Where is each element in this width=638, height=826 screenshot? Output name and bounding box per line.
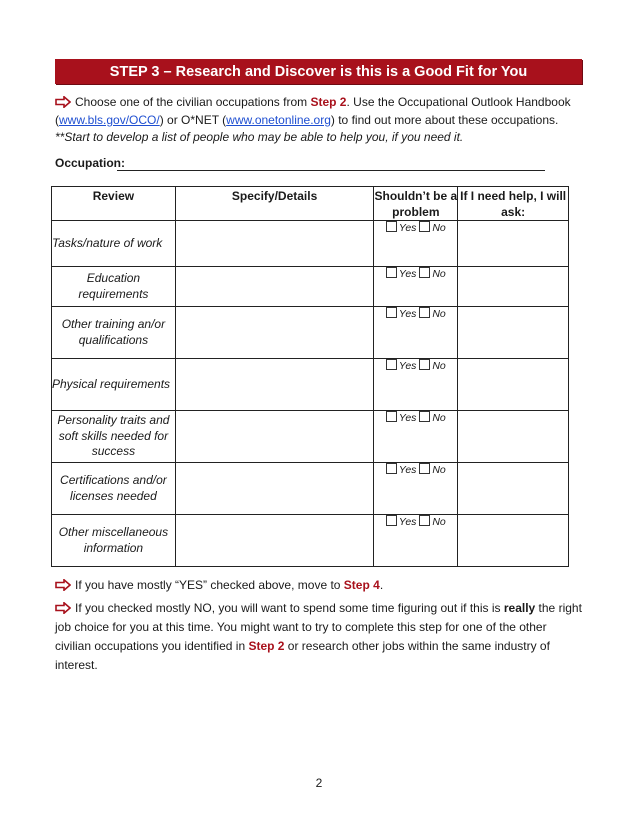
research-table	[51, 186, 569, 567]
checkbox-icon[interactable]	[419, 411, 430, 422]
followup-line1-text: If you have mostly “YES” checked above, move to	[75, 578, 344, 592]
onet-link[interactable]: www.onetonline.org	[226, 112, 331, 127]
checkbox-icon[interactable]	[386, 463, 397, 474]
details-cell[interactable]	[175, 267, 374, 307]
intro-paragraph	[55, 94, 585, 147]
details-cell[interactable]	[175, 307, 374, 359]
intro-paren: (	[55, 112, 59, 127]
table-row	[52, 463, 569, 515]
followup-yes	[55, 577, 585, 595]
table-row	[52, 411, 569, 463]
help-cell[interactable]	[458, 463, 569, 515]
intro-text-3: ) or O*NET (	[159, 112, 227, 127]
table-row	[52, 221, 569, 267]
yes-label: Yes	[398, 268, 417, 280]
checkbox-icon[interactable]	[386, 221, 397, 232]
intro-step-ref: Step 2	[310, 95, 347, 109]
review-label: Certifications and/or licenses needed	[52, 463, 176, 515]
details-cell[interactable]	[175, 463, 374, 515]
table-header-row	[52, 187, 569, 221]
review-label: Tasks/nature of work	[52, 221, 176, 267]
help-cell[interactable]	[458, 515, 569, 567]
header-details: Specify/Details	[175, 187, 374, 221]
no-label: No	[432, 516, 446, 528]
checkbox-icon[interactable]	[419, 221, 430, 232]
followup-line1-end: .	[379, 578, 384, 592]
checkbox-icon[interactable]	[386, 267, 397, 278]
details-cell[interactable]	[175, 359, 374, 411]
table-row	[52, 267, 569, 307]
yes-label: Yes	[398, 360, 417, 372]
followup-line1-step: Step 4	[343, 578, 380, 592]
yes-no-cell	[374, 463, 458, 515]
followup-line2-text1: If you checked mostly NO, you will want to spend some time figuring out if this is	[75, 601, 504, 615]
table-row	[52, 307, 569, 359]
help-cell[interactable]	[458, 411, 569, 463]
checkbox-icon[interactable]	[386, 411, 397, 422]
no-label: No	[432, 222, 446, 234]
banner-title: STEP 3 – Research and Discover is this is a Good Fit for You	[109, 63, 528, 80]
yes-label: Yes	[398, 464, 417, 476]
followup-line2-step: Step 2	[248, 639, 285, 653]
help-cell[interactable]	[458, 307, 569, 359]
followup-line2-bold: really	[503, 601, 536, 615]
yes-no-cell	[374, 515, 458, 567]
details-cell[interactable]	[175, 221, 374, 267]
review-label: Other training an/or qualifications	[52, 307, 176, 359]
right-arrow-icon	[55, 96, 71, 108]
review-label: Personality traits and soft skills needed for success	[52, 411, 176, 463]
followup-line2-text2: the right job choice for you at this time. You might want to try to complete this step for one of the other civilian occupations you identified in	[55, 601, 582, 653]
occupation-field[interactable]	[117, 170, 545, 171]
review-label: Physical requirements	[52, 359, 176, 411]
header-help: If I need help, I will ask:	[458, 187, 569, 221]
bls-link[interactable]: www.bls.gov/OCO/	[59, 112, 160, 127]
checkbox-icon[interactable]	[419, 307, 430, 318]
followup-line2-text3: or research other jobs within the same industry of interest.	[55, 639, 550, 672]
checkbox-icon[interactable]	[386, 307, 397, 318]
no-label: No	[432, 464, 446, 476]
details-cell[interactable]	[175, 411, 374, 463]
yes-label: Yes	[398, 412, 417, 424]
yes-no-cell	[374, 307, 458, 359]
yes-no-cell	[374, 359, 458, 411]
header-problem: Shouldn’t be a problem	[374, 187, 458, 221]
right-arrow-icon	[55, 602, 71, 614]
checkbox-icon[interactable]	[386, 359, 397, 370]
no-label: No	[432, 412, 446, 424]
header-review: Review	[52, 187, 176, 221]
review-label: Other miscellaneous information	[52, 515, 176, 567]
no-label: No	[432, 268, 446, 280]
checkbox-icon[interactable]	[386, 515, 397, 526]
yes-label: Yes	[398, 222, 417, 234]
checkbox-icon[interactable]	[419, 515, 430, 526]
yes-label: Yes	[398, 516, 417, 528]
step-banner	[55, 59, 582, 84]
checkbox-icon[interactable]	[419, 463, 430, 474]
occupation-label: Occupation:	[55, 156, 126, 170]
followup-no	[55, 599, 585, 675]
table-row	[52, 515, 569, 567]
page-number: 2	[315, 776, 323, 790]
table-row	[52, 359, 569, 411]
checkbox-icon[interactable]	[419, 267, 430, 278]
yes-label: Yes	[398, 308, 417, 320]
yes-no-cell	[374, 267, 458, 307]
checkbox-icon[interactable]	[419, 359, 430, 370]
yes-no-cell	[374, 411, 458, 463]
intro-text-4: ) to find out more about these occupations.	[330, 112, 559, 127]
help-cell[interactable]	[458, 359, 569, 411]
details-cell[interactable]	[175, 515, 374, 567]
no-label: No	[432, 308, 446, 320]
yes-no-cell	[374, 221, 458, 267]
review-label: Education requirements	[52, 267, 176, 307]
intro-text-2: . Use the Occupational Outlook Handbook	[346, 95, 571, 109]
help-cell[interactable]	[458, 221, 569, 267]
right-arrow-icon	[55, 579, 71, 591]
intro-text-1: Choose one of the civilian occupations from	[75, 95, 311, 109]
no-label: No	[432, 360, 446, 372]
intro-note: **Start to develop a list of people who may be able to help you, if you need it.	[55, 130, 464, 144]
help-cell[interactable]	[458, 267, 569, 307]
